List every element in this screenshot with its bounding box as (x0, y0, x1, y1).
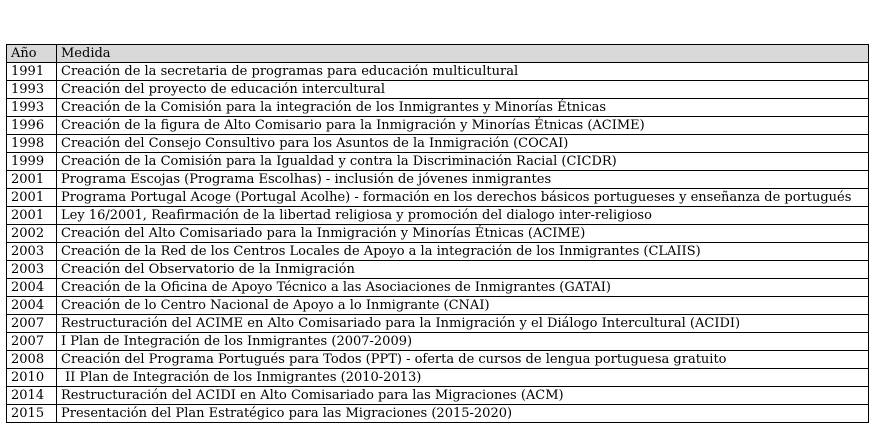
cell-measure: Creación de lo Centro Nacional de Apoyo a lo Inmigrante (CNAI) (57, 297, 869, 315)
table-row (7, 279, 869, 297)
cell-year: 2003 (7, 261, 57, 279)
cell-year: 1993 (7, 99, 57, 117)
cell-measure: Creación del Consejo Consultivo para los Asuntos de la Inmigración (COCAI) (57, 135, 869, 153)
cell-year: 2004 (7, 279, 57, 297)
cell-measure: Creación de la Oficina de Apoyo Técnico a las Asociaciones de Inmigrantes (GATAI) (57, 279, 869, 297)
table-row (7, 189, 869, 207)
table-body (7, 63, 869, 423)
table-row (7, 135, 869, 153)
cell-measure: Creación del proyecto de educación intercultural (57, 81, 869, 99)
cell-year: 2008 (7, 351, 57, 369)
cell-year: 1999 (7, 153, 57, 171)
measures-table (6, 44, 869, 423)
table-row (7, 63, 869, 81)
table-row (7, 405, 869, 423)
cell-measure: Programa Portugal Acoge (Portugal Acolhe) - formación en los derechos básicos portugueses y enseñanza de portugués (57, 189, 869, 207)
table-row (7, 369, 869, 387)
cell-measure: Presentación del Plan Estratégico para las Migraciones (2015-2020) (57, 405, 869, 423)
cell-year: 1993 (7, 81, 57, 99)
header-year: Año (7, 45, 57, 63)
cell-year: 2002 (7, 225, 57, 243)
cell-measure: Restructuración del ACIDI en Alto Comisariado para las Migraciones (ACM) (57, 387, 869, 405)
table-row (7, 99, 869, 117)
table-row (7, 351, 869, 369)
cell-measure: Creación de la Comisión para la integración de los Inmigrantes y Minorías Étnicas (57, 99, 869, 117)
cell-year: 2001 (7, 171, 57, 189)
table-row (7, 171, 869, 189)
cell-measure: II Plan de Integración de los Inmigrantes (2010-2013) (57, 369, 869, 387)
table-row (7, 81, 869, 99)
cell-year: 2007 (7, 333, 57, 351)
cell-year: 2004 (7, 297, 57, 315)
cell-measure: Programa Escojas (Programa Escolhas) - inclusión de jóvenes inmigrantes (57, 171, 869, 189)
table-row (7, 117, 869, 135)
table-row (7, 315, 869, 333)
cell-measure: I Plan de Integración de los Inmigrantes (2007-2009) (57, 333, 869, 351)
cell-year: 2003 (7, 243, 57, 261)
cell-measure: Creación de la figura de Alto Comisario para la Inmigración y Minorías Étnicas (ACIME) (57, 117, 869, 135)
cell-year: 1996 (7, 117, 57, 135)
cell-measure: Restructuración del ACIME en Alto Comisariado para la Inmigración y el Diálogo Intercultural (ACIDI) (57, 315, 869, 333)
cell-year: 1991 (7, 63, 57, 81)
cell-measure: Creación del Programa Portugués para Todos (PPT) - oferta de cursos de lengua portuguesa gratuito (57, 351, 869, 369)
cell-measure: Ley 16/2001, Reafirmación de la libertad religiosa y promoción del dialogo inter-religioso (57, 207, 869, 225)
cell-measure: Creación de la Comisión para la Igualdad y contra la Discriminación Racial (CICDR) (57, 153, 869, 171)
cell-measure: Creación del Alto Comisariado para la Inmigración y Minorías Étnicas (ACIME) (57, 225, 869, 243)
cell-year: 2015 (7, 405, 57, 423)
table-row (7, 153, 869, 171)
cell-year: 2010 (7, 369, 57, 387)
cell-year: 2001 (7, 207, 57, 225)
table-row (7, 207, 869, 225)
table-header (7, 45, 869, 63)
table-row (7, 225, 869, 243)
cell-year: 2014 (7, 387, 57, 405)
header-row (7, 45, 869, 63)
table-row (7, 261, 869, 279)
cell-measure: Creación de la secretaria de programas para educación multicultural (57, 63, 869, 81)
cell-year: 2001 (7, 189, 57, 207)
table-row (7, 243, 869, 261)
cell-measure: Creación del Observatorio de la Inmigración (57, 261, 869, 279)
table-row (7, 333, 869, 351)
table-row (7, 297, 869, 315)
cell-measure: Creación de la Red de los Centros Locales de Apoyo a la integración de los Inmigrantes (CLAIIS) (57, 243, 869, 261)
cell-year: 2007 (7, 315, 57, 333)
cell-year: 1998 (7, 135, 57, 153)
table-row (7, 387, 869, 405)
header-measure: Medida (57, 45, 869, 63)
